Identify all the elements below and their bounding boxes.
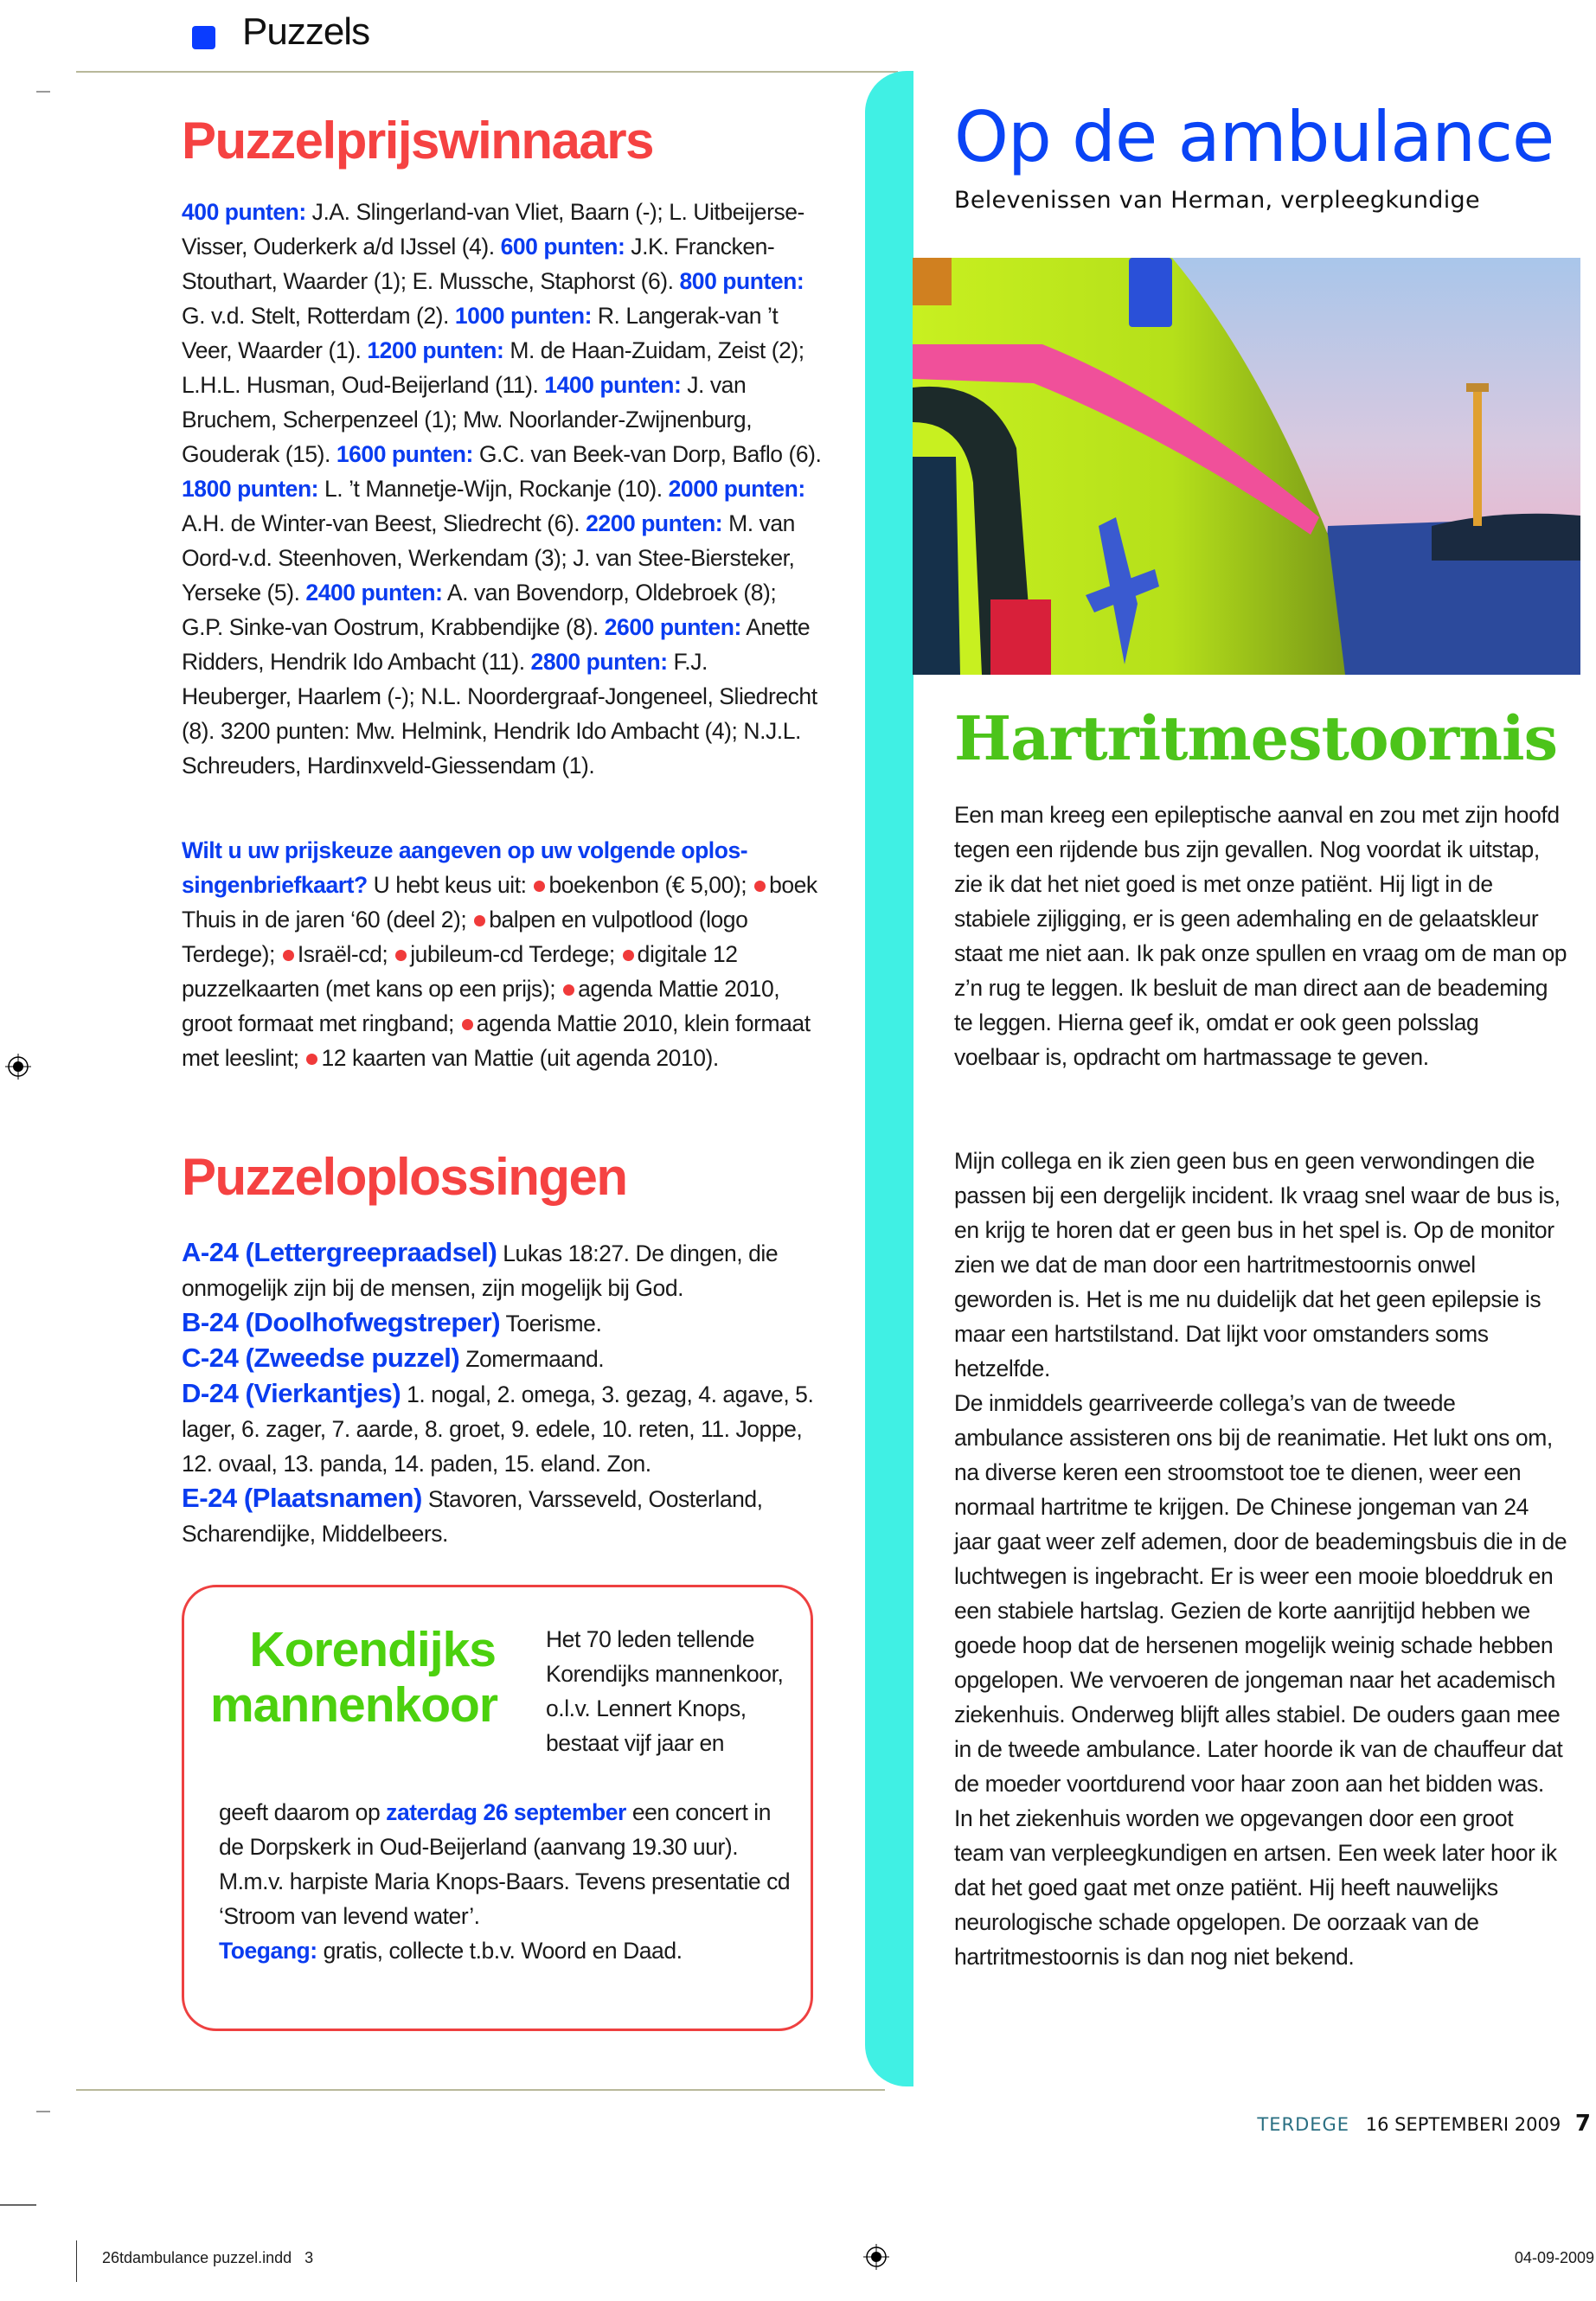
winners-title: Puzzelprijswinnaars [182,112,654,170]
solution-label: D-24 (Vierkantjes) [182,1378,401,1408]
text-run: digitale 12 puzzelkaarten (met kans op een prijs); [182,941,738,1002]
choir-announcement-box [182,1585,813,2031]
highlight-label: 2200 punten: [586,510,723,536]
solution-label: E-24 (Plaatsnamen) [182,1483,422,1513]
lighthouse [1473,388,1482,526]
highlight-label: 2600 punten: [604,614,741,640]
bullet-dot-icon [563,984,574,996]
highlight-label: 1600 punten: [336,441,473,467]
highlight-label: 2400 punten: [305,580,443,606]
registration-mark-icon [5,1054,31,1080]
text-run: Israël-cd; [297,941,394,967]
page-footer [1257,2111,1591,2137]
choir-intro: Het 70 leden tellende Korendijks mannenkoor, o.l.v. Lennert Knops, bestaat vijf jaar en [546,1626,784,1756]
solutions-title: Puzzeloplossingen [182,1148,627,1206]
crop-mark [0,2204,36,2206]
text-run: agenda Mattie 2010, klein formaat met leeslint; [182,1010,811,1071]
solution-item [182,1341,822,1376]
text-run: boekenbon (€ 5,00); [548,872,753,898]
crop-mark [36,91,50,93]
text-run: 12 kaarten van Mattie (uit agenda 2010). [321,1045,719,1071]
choir-text: geeft daarom op [219,1799,387,1825]
text-run: U hebt keus uit: [367,872,533,898]
page-number: 7 [1574,2111,1591,2137]
solution-answer: Lukas 18:27. De dingen, die onmogelijk zijn bij de mensen, zijn mogelijk bij God. [182,1240,779,1301]
solution-item [182,1235,822,1305]
entry-label: Toegang: [219,1938,317,1964]
text-run: jubileum-cd Terdege; [410,941,621,967]
bullet-dot-icon [306,1054,317,1065]
text-run: A. van Bovendorp, Oldebroek (8); G.P. Sinke-van Oostrum, Krabbendijke (8). [182,580,777,640]
text-run: agenda Mattie 2010, groot formaat met ringband; [182,976,780,1036]
bullet-dot-icon [534,881,545,892]
text-run: J.K. Francken-Stouthart, Waarder (1); E. Mussche, Staphorst (6). [182,234,775,294]
bullet-dot-icon [462,1019,473,1030]
highlight-label: 1800 punten: [182,476,319,502]
text-run: M. van Oord-v.d. Steenhoven, Werkendam (3); J. van Stee-Biersteker, Yerseke (5). [182,510,795,606]
column-subtitle: Belevenissen van Herman, verpleegkundige [954,187,1480,214]
solution-label: C-24 (Zweedse puzzel) [182,1343,460,1373]
crop-mark [76,2240,77,2282]
registration-mark-icon [863,2244,889,2270]
bottom-rule [76,2089,885,2091]
slug-filename: 26tdambulance puzzel.indd 3 [102,2249,314,2266]
top-rule [76,71,898,73]
solution-item [182,1481,822,1551]
solution-label: A-24 (Lettergreepraadsel) [182,1237,497,1267]
text-run: F.J. Heuberger, Haarlem (-); N.L. Noordergraaf-Jongeneel, Sliedrecht (8). 3200 punten: Mw. Helmink, Hendrik Ido Ambacht (4); N.J.L. Schreuders, Hardinxveld-Giessendam (1). [182,649,817,779]
magazine-name: TERDEGE [1257,2114,1350,2135]
highlight-label: Wilt u uw prijskeuze aangeven op uw volgende oplossingenbriefkaart? [182,837,748,898]
solution-item [182,1305,822,1341]
ambulance-photo [913,258,1580,675]
solution-answer: Stavoren, Varsseveld, Oosterland, Scharendijke, Middelbeers. [182,1486,763,1547]
section-marker-icon [192,26,215,49]
text-run: G.C. van Beek-van Dorp, Baflo (6). [472,441,822,467]
article-paragraph: Een man kreeg een epileptische aanval en zou met zijn hoofd tegen een rijdende bus zijn gevallen. Nog voordat ik uitstap, zie ik dat het niet goed is met onze patiënt. Hij ligt in de stabiele zijligging, er is geen ademhaling en de gelaatskleur staat me niet aan. Ik pak onze spullen en vraag om de man op z’n rug te leggen. Ik besluit de man direct aan de beademing te leggen. Hierna geef ik, omdat er ook geen polsslag voelbaar is, opdracht om hartmassage te geven. [954,802,1567,1070]
highlight-label: 1000 punten: [454,303,592,329]
text-run: R. Langerak-van ’t Veer, Waarder (1). [182,303,779,363]
text-run: boek Thuis in de jaren ‘60 (deel 2); [182,872,817,933]
highlight-label: 800 punten: [679,268,804,294]
choir-text: een concert in de Dorpskerk in Oud-Beijerland (aanvang 19.30 uur). M.m.v. harpiste Maria Knops-Baars. Tevens presentatie cd ‘Stroom van levend water’. [219,1799,791,1929]
text-run: J. van Bruchem, Scherpenzeel (1); Mw. Noorlander-Zwijnenburg, Gouderak (15). [182,372,753,467]
text-run: M. de Haan-Zuidam, Zeist (2); L.H.L. Husman, Oud-Beijerland (11). [182,337,804,398]
crop-mark [36,2111,50,2112]
concert-date: zaterdag 26 september [386,1799,626,1825]
highlight-label: 2800 punten: [530,649,668,675]
text-run: J.A. Slingerland-van Vliet, Baarn (-); L. Uitbeijerse-Visser, Ouderkerk a/d IJssel (4). [182,199,804,260]
article-paragraph: Mijn collega en ik zien geen bus en geen verwondingen die passen bij een dergelijk incident. Ik vraag snel waar de bus is, en krijg te horen dat er geen bus in het spel is. Op de monitor zien we dat de man door een hartritmestoornis onwel geworden is. Het is me nu duidelijk dat het geen epilepsie is maar een hartstilstand. Dat lijkt voor omstanders soms hetzelfde. [954,1148,1561,1381]
cyan-divider-bar [865,71,913,2086]
text-run: Anette Ridders, Hendrik Ido Ambacht (11). [182,614,811,675]
text-run: balpen en vulpotlood (logo Terdege); [182,907,748,967]
winners-list [182,195,822,783]
entry-text: gratis, collecte t.b.v. Woord en Daad. [317,1938,683,1964]
text-run: L. ’t Mannetje-Wijn, Rockanje (10). [318,476,669,502]
highlight-label: 1200 punten: [367,337,504,363]
bullet-dot-icon [754,881,766,892]
text-run: G. v.d. Stelt, Rotterdam (2). [182,303,455,329]
solution-answer: Toerisme. [500,1311,602,1336]
section-label: Puzzels [242,10,370,53]
bullet-dot-icon [283,950,294,961]
choir-details [219,1795,798,1968]
solution-answer: Zomermaand. [459,1346,605,1372]
bullet-dot-icon [395,950,407,961]
highlight-label: 1400 punten: [544,372,682,398]
highlight-label: 2000 punten: [668,476,805,502]
article-heading: Hartritmestoornis [954,702,1558,774]
issue-date: 16 SEPTEMBERI 2009 [1365,2114,1561,2135]
prize-choice [182,833,822,1075]
bullet-dot-icon [623,950,634,961]
bullet-dot-icon [474,915,485,926]
article-paragraph: De inmiddels gearriveerde collega’s van de tweede ambulance assisteren ons bij de reanimatie. Het lukt ons om, na diverse keren een stroomstoot toe te dienen, weer een normaal hartritme te krijgen. De Chinese jongeman van 24 jaar gaat weer zelf ademen, door de beademingsbuis die in de luchtwegen is ingebracht. Er is weer een mooie bloeddruk en een stabiele hartslag. Gezien de korte aanrijtijd hebben we goede hoop dat de hersenen mogelijk weinig schade hebben opgelopen. We vervoeren de jongeman naar het academisch ziekenhuis. Onderweg blijft alles stabiel. De ouders gaan mee in de tweede ambulance. Later hoorde ik van de chauffeur dat de moeder voortdurend voor haar zoon aan het bidden was. In het ziekenhuis worden we opgevangen door een groot team van verpleegkundigen en artsen. Een week later hoor ik dat het goed gaat met onze patiënt. Hij heeft nauwelijks neurologische schade opgelopen. De oorzaak van de hartritmestoornis is dan nog niet bekend. [954,1390,1567,1970]
solution-label: B-24 (Doolhofwegstreper) [182,1307,501,1337]
solution-answer: 1. nogal, 2. omega, 3. gezag, 4. agave, 5. lager, 6. zager, 7. aarde, 8. groet, 9. edele, 10. reten, 11. Joppe, 12. ovaal, 13. panda, 14. paden, 15. eland. Zon. [182,1381,814,1477]
column-title: Op de ambulance [954,97,1554,177]
highlight-label: 600 punten: [500,234,625,260]
choir-title: Korendijks mannenkoor [210,1622,498,1733]
solutions-list [182,1235,822,1551]
slug-date: 04-09-2009 [1514,2249,1594,2266]
solution-item [182,1376,822,1481]
text-run: A.H. de Winter-van Beest, Sliedrecht (6). [182,510,586,536]
highlight-label: 400 punten: [182,199,306,225]
